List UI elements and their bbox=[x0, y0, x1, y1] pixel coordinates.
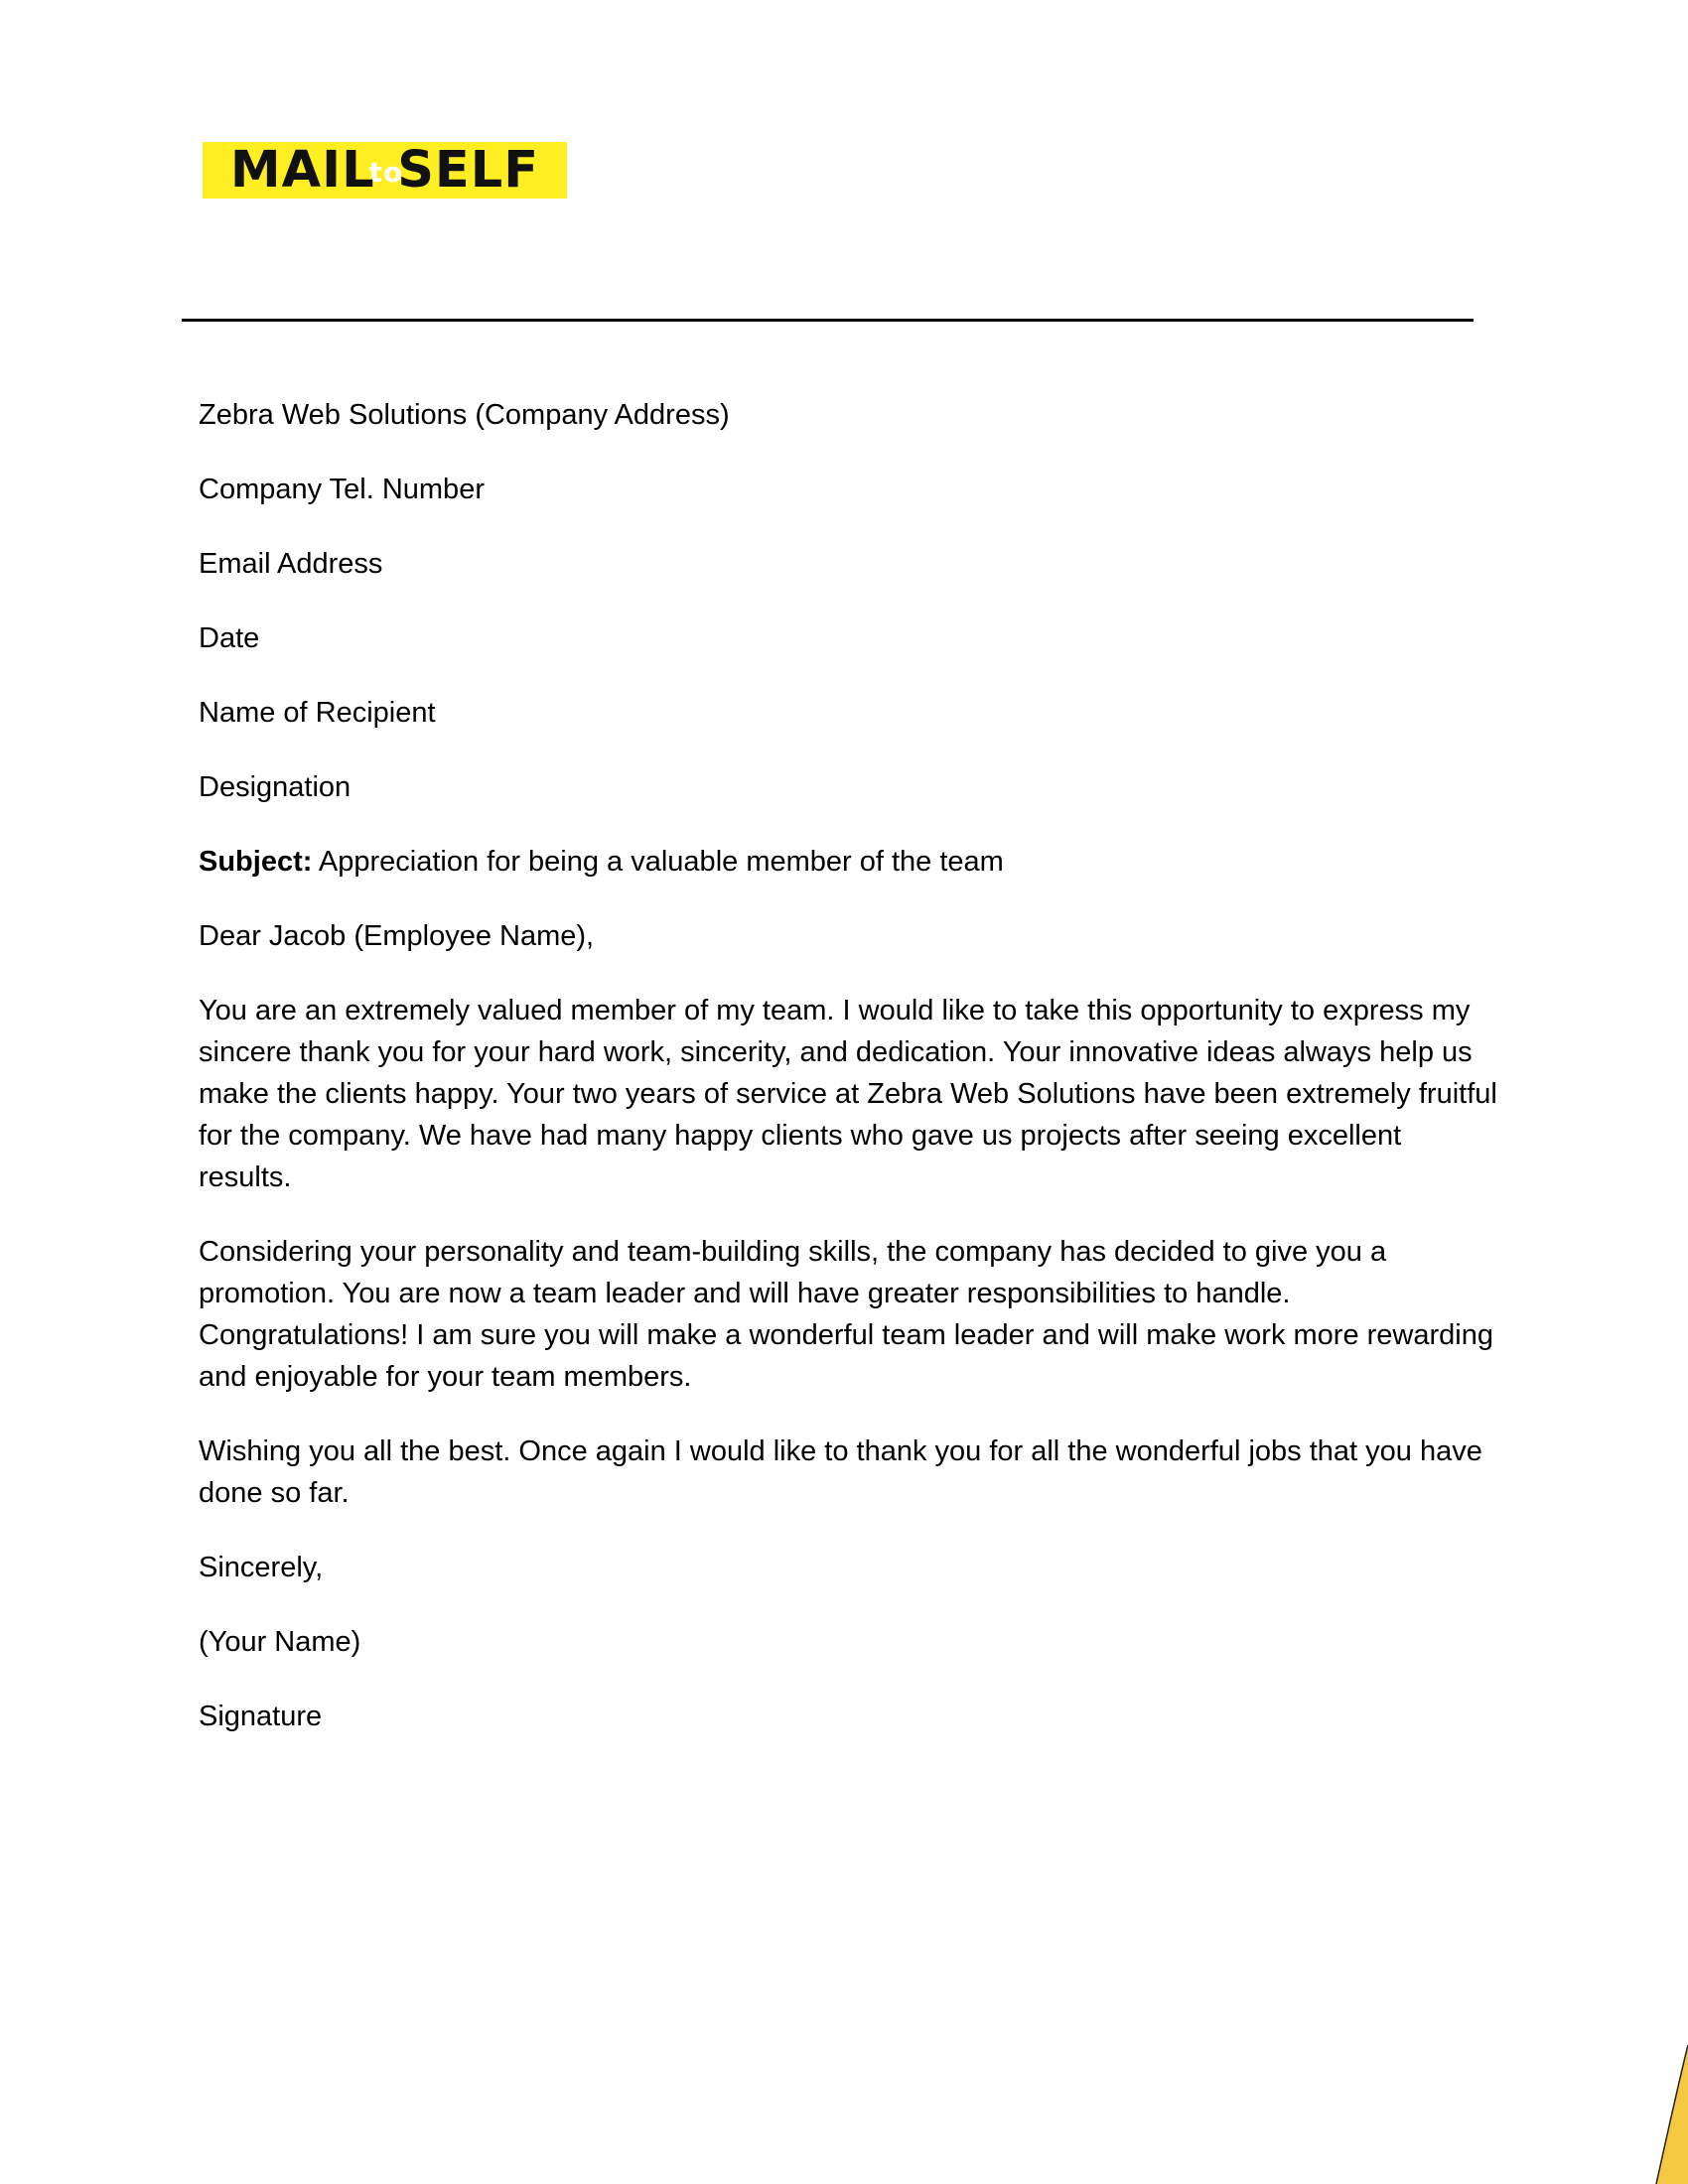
letter-body bbox=[199, 394, 1499, 1770]
closing: Sincerely, bbox=[199, 1552, 324, 1583]
subject-label: Subject: bbox=[199, 846, 313, 878]
recipient-name: Name of Recipient bbox=[199, 697, 436, 729]
header-divider bbox=[182, 319, 1474, 322]
body-paragraph-2: Considering your personality and team-building skills, the company has decided to give you a promotion. You are now a team leader and will have greater responsibilities to handle. Congratulations! I am sure you will make a wonderful team leader and will make work more rewarding and enjoyable for your team members. bbox=[199, 1236, 1493, 1393]
logo-text-to: to bbox=[368, 156, 404, 189]
sender-name: (Your Name) bbox=[199, 1626, 361, 1658]
subject-text: Appreciation for being a valuable member of the team bbox=[312, 846, 1004, 878]
mail-to-self-logo bbox=[203, 142, 567, 199]
company-address: Zebra Web Solutions (Company Address) bbox=[199, 399, 730, 431]
email-address: Email Address bbox=[199, 548, 383, 580]
signature: Signature bbox=[199, 1701, 323, 1732]
recipient-designation: Designation bbox=[199, 771, 352, 803]
subject-line bbox=[199, 841, 1499, 883]
body-paragraph-3: Wishing you all the best. Once again I would like to thank you for all the wonderful jobs that you have done so far. bbox=[199, 1435, 1482, 1509]
logo-text-mail: MAIL bbox=[229, 142, 375, 199]
company-tel: Company Tel. Number bbox=[199, 474, 485, 505]
letter-date: Date bbox=[199, 622, 260, 654]
salutation: Dear Jacob (Employee Name), bbox=[199, 920, 595, 952]
body-paragraph-1: You are an extremely valued member of my team. I would like to take this opportunity to express my sincere thank you for your hard work, sincerity, and dedication. Your innovative ideas always help us make the clients happy. Your two years of service at Zebra Web Solutions have been extremely fruitful for the company. We have had many happy clients who gave us projects after seeing excellent results. bbox=[199, 995, 1497, 1193]
corner-decoration bbox=[1648, 2045, 1688, 2184]
logo-text-self: SELF bbox=[397, 142, 540, 199]
